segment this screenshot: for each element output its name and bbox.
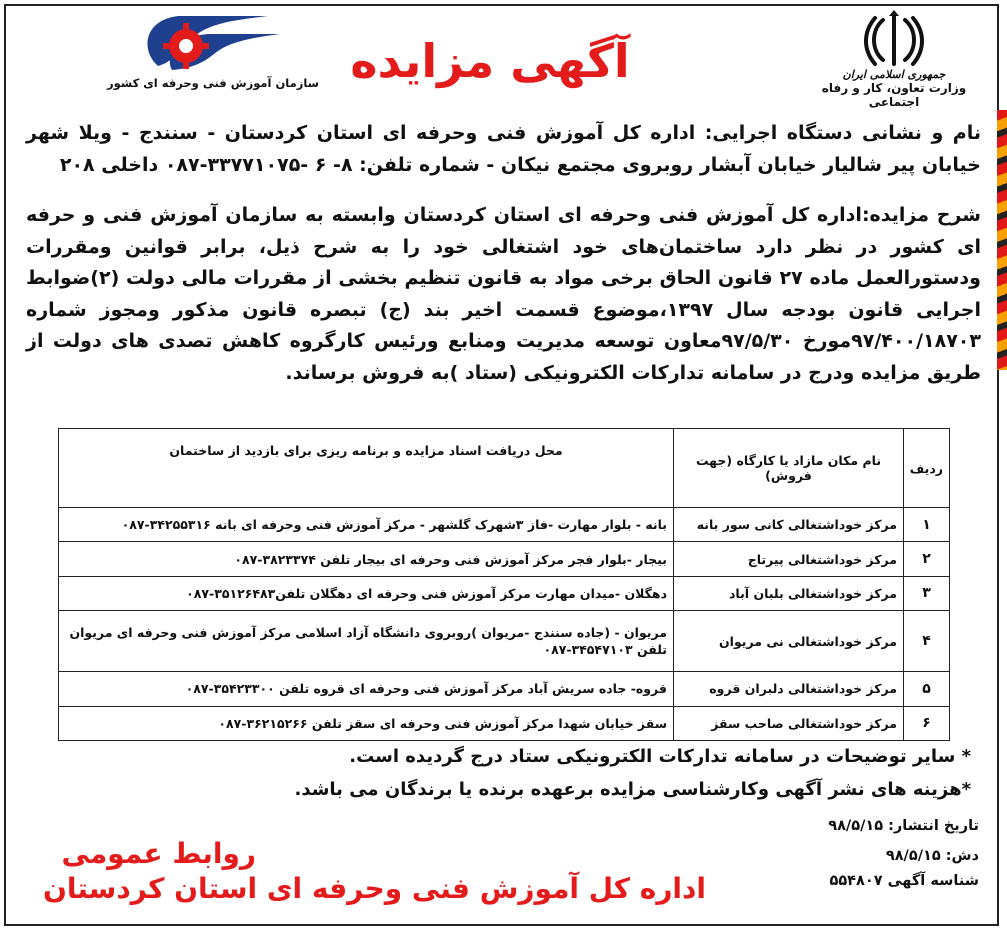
row-number: ۱ [904, 508, 950, 542]
org-caption: سازمان آموزش فنی وحرفه ای کشور [107, 76, 319, 90]
row-number: ۲ [904, 542, 950, 576]
table-row [59, 706, 950, 740]
ministry-name: وزارت تعاون، کار و رفاه اجتماعی [821, 81, 967, 109]
auction-description: شرح مزایده:اداره کل آموزش فنی وحرفه ای استان کردستان وابسته به سازمان آموزش فنی و حرفه ای کشور در نظر دارد ساختمان‌های خود اشتغالی خود را به شرح ذیل، برابر قوانین ومقررات ودستورالعمل ماده ۲۷ قانون الحاق برخی مواد به قانون تنظیم بخشی از مقررات مالی دولت (۲)ضوابط اجرایی قانون بودجه سال ۱۳۹۷،موضوع قسمت اخیر بند (ج) تبصره قانون مذکور ومجوز شماره ۹۷/۴۰۰/۱۸۷۰۳مورخ ۹۷/۵/۳۰معاون توسعه مدیریت ومنابع ورئیس کارگروه کاهش تصدی های دولت از طریق مزایده ودرج در سامانه تدارکات الکترونیکی (ستاد )به فروش برساند. [26, 204, 981, 384]
header [0, 0, 1007, 120]
iran-emblem-icon [863, 10, 925, 68]
ad-id: شناسه آگهی ۵۵۴۸۰۷ [829, 873, 979, 889]
document-location: بیجار -بلوار فجر مرکز آموزش فنی وحرفه ای بیجار تلفن ۳۸۲۳۳۷۴-۰۸۷ [59, 542, 674, 576]
decorative-stripes [997, 110, 1007, 370]
public-relations-title: روابط عمومی [61, 837, 256, 870]
publish-date: تاریخ انتشار: ۹۸/۵/۱۵ [828, 818, 979, 834]
note-details-in-setad: * سایر توضیحات در سامانه تدارکات الکترونیکی ستاد درج گردیده است. [349, 746, 971, 767]
table-row [59, 576, 950, 610]
header-document-location: محل دریافت اسناد مزایده و برنامه ریزی برای بازدید از ساختمان [59, 429, 674, 508]
country-name: جمهوری اسلامی ایران [842, 68, 946, 81]
row-number: ۴ [904, 611, 950, 672]
table-header-row [59, 429, 950, 508]
header-property-name: نام مکان مازاد یا کارگاه (جهت فروش) [674, 429, 904, 508]
row-number: ۵ [904, 672, 950, 706]
tvto-logo-icon [138, 10, 288, 74]
property-name: مرکز خوداشتغالی صاحب سقز [674, 706, 904, 740]
property-name: مرکز خوداشتغالی بلبان آباد [674, 576, 904, 610]
document-location: سقز خیابان شهدا مرکز آموزش فنی وحرفه ای سقز تلفن ۳۶۲۱۵۲۶۶-۰۸۷ [59, 706, 674, 740]
document-location: بانه - بلوار مهارت -فاز ۳شهرک گلشهر - مرکز آموزش فنی وحرفه ای بانه ۳۴۲۵۵۳۱۶-۰۸۷ [59, 508, 674, 542]
document-location: دهگلان -میدان مهارت مرکز آموزش فنی وحرفه ای دهگلان تلفن۳۵۱۲۶۴۸۳-۰۸۷ [59, 576, 674, 610]
document-location: مریوان - (جاده سنندج -مریوان )روبروی دانشگاه آزاد اسلامی مرکز آموزش فنی وحرفه ای مریوان تلفن ۳۴۵۴۷۱۰۳-۰۸۷ [59, 611, 674, 672]
table-row [59, 542, 950, 576]
note-costs: *هزینه های نشر آگهی وکارشناسی مزایده برعهده برنده یا برندگان می باشد. [294, 779, 971, 800]
header-row-number: ردیف [904, 429, 950, 508]
table-row [59, 508, 950, 542]
property-name: مرکز خوداشتغالی نی مریوان [674, 611, 904, 672]
row-number: ۳ [904, 576, 950, 610]
property-name: مرکز خوداشتغالی کانی سور بانه [674, 508, 904, 542]
property-name: مرکز خوداشتغالی دلبران قروه [674, 672, 904, 706]
page-title: آگهی مزایده [350, 34, 630, 88]
ministry-block [799, 10, 989, 109]
executive-address: نام و نشانی دستگاه اجرایی: اداره کل آموزش فنی وحرفه ای استان کردستان - سنندج - ویلا شهر خیابان پیر شالیار خیابان آبشار روبروی مجتمع نیکان - شماره تلفن: ۸- ۶ -۳۳۷۷۱۰۷۵-۰۸۷ داخلی ۲۰۸ [26, 122, 981, 176]
ds-date: دش: ۹۸/۵/۱۵ [885, 848, 979, 864]
property-name: مرکز خوداشتغالی پیرتاج [674, 542, 904, 576]
table-row [59, 611, 950, 672]
row-number: ۶ [904, 706, 950, 740]
properties-table [58, 428, 950, 741]
table-row [59, 672, 950, 706]
document-location: قروه- جاده سریش آباد مرکز آموزش فنی وحرفه ای قروه تلفن ۳۵۴۲۳۳۰۰-۰۸۷ [59, 672, 674, 706]
public-relations-org: اداره کل آموزش فنی وحرفه ای استان کردستان [42, 872, 706, 905]
org-logo-block [88, 10, 338, 90]
